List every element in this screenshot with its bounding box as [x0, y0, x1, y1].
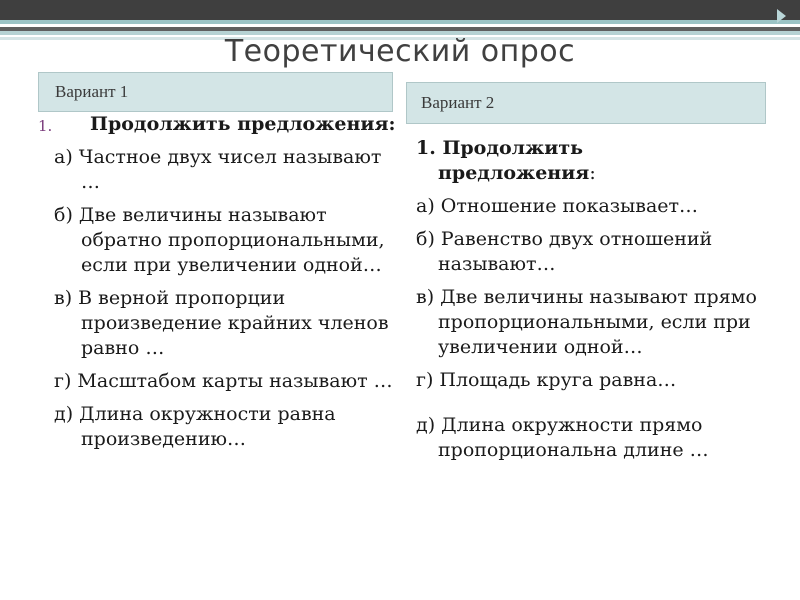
- variant2-header: [406, 82, 766, 124]
- page-title: Теоретический опрос: [224, 34, 576, 69]
- top-bar: [0, 0, 800, 20]
- variant2-task-line2: предложения: [438, 162, 590, 184]
- variant1-header: [38, 72, 393, 112]
- variant2-task: [416, 136, 786, 186]
- variant1-task-text: Продолжить предложения:: [90, 113, 396, 135]
- variant1-task: [38, 112, 398, 137]
- list-item: д) Длина окружности прямо пропорциональна длине …: [416, 414, 709, 461]
- list-item: в) В верной пропорции произведение крайних членов равно …: [54, 287, 389, 359]
- list-item: а) Отношение показывает…: [416, 195, 699, 217]
- variant1-task-number: 1.: [38, 117, 53, 135]
- list-item: д) Длина окружности равна произведению…: [54, 403, 336, 450]
- list-item: а) Частное двух чисел называют …: [54, 146, 382, 193]
- variant1-content: [38, 112, 398, 452]
- list-item: г) Площадь круга равна…: [416, 369, 677, 391]
- spacer: [416, 393, 786, 413]
- list-item: б) Равенство двух отношений называют…: [416, 228, 713, 275]
- list-item: б) Две величины называют обратно пропорциональными, если при увеличении одной…: [54, 204, 385, 276]
- variant2-task-colon: :: [589, 162, 596, 184]
- corner-arrow-icon: [777, 9, 786, 23]
- variant1-header-label: Вариант 1: [55, 82, 129, 101]
- variant2-content: [416, 136, 786, 463]
- list-item: г) Масштабом карты называют …: [54, 370, 393, 392]
- variant2-task-line1: 1. Продолжить: [416, 137, 584, 159]
- list-item: в) Две величины называют прямо пропорциональными, если при увеличении одной…: [416, 286, 757, 358]
- variant2-header-label: Вариант 2: [421, 93, 495, 112]
